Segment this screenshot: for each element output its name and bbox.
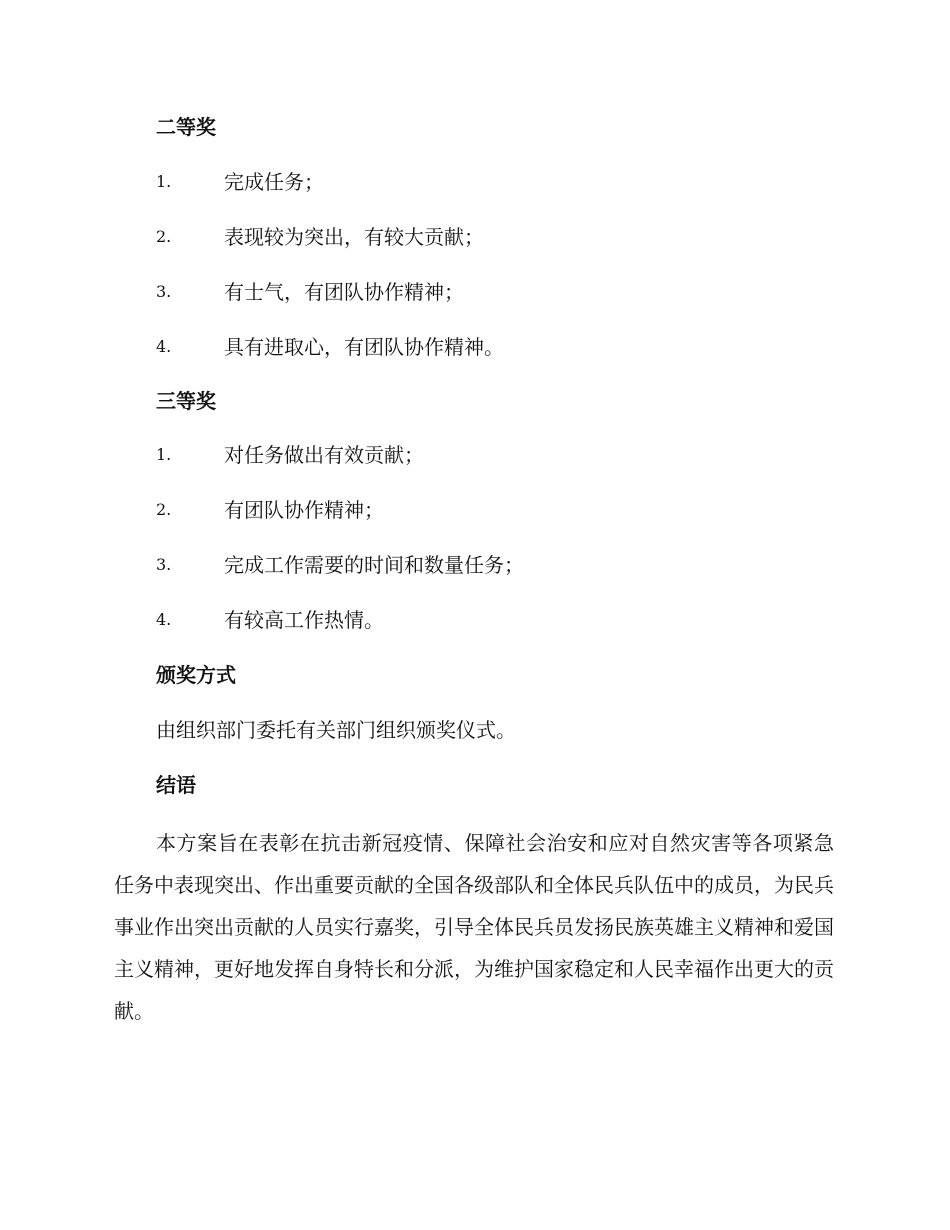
list-number: 2.	[156, 227, 172, 246]
list-text: 有较高工作热情。	[224, 608, 384, 632]
list-text: 具有进取心，有团队协作精神。	[224, 335, 504, 359]
list-item	[156, 168, 856, 196]
heading-award-method: 颁奖方式	[156, 663, 236, 687]
list-number: 2.	[156, 500, 172, 519]
list-text: 有团队协作精神；	[224, 498, 384, 522]
list-number: 1.	[156, 445, 172, 464]
heading-second-prize: 二等奖	[156, 115, 216, 139]
list-item	[156, 278, 856, 306]
list-number: 3.	[156, 282, 172, 301]
list-text: 有士气，有团队协作精神；	[224, 280, 464, 304]
list-text: 表现较为突出，有较大贡献；	[224, 225, 484, 249]
heading-third-prize: 三等奖	[156, 389, 216, 413]
list-item	[156, 333, 856, 361]
list-number: 4.	[156, 610, 172, 629]
conclusion-paragraph: 本方案旨在表彰在抗击新冠疫情、保障社会治安和应对自然灾害等各项紧急任务中表现突出、作出重要贡献的全国各级部队和全体民兵队伍中的成员，为民兵事业作出突出贡献的人员实行嘉奖，引导全体民兵员发扬民族英雄主义精神和爱国主义精神，更好地发挥自身特长和分派，为维护国家稳定和人民幸福作出更大的贡献。	[114, 831, 834, 1023]
list-text: 完成工作需要的时间和数量任务；	[224, 553, 524, 577]
list-number: 4.	[156, 337, 172, 356]
list-text: 对任务做出有效贡献；	[224, 443, 424, 467]
list-item	[156, 441, 856, 469]
list-item	[156, 496, 856, 524]
list-number: 3.	[156, 555, 172, 574]
list-item	[156, 551, 856, 579]
list-item	[156, 606, 856, 634]
list-item	[156, 223, 856, 251]
list-number: 1.	[156, 172, 172, 191]
heading-conclusion: 结语	[156, 773, 196, 797]
award-method-text: 由组织部门委托有关部门组织颁奖仪式。	[156, 718, 516, 742]
list-text: 完成任务；	[224, 170, 324, 194]
